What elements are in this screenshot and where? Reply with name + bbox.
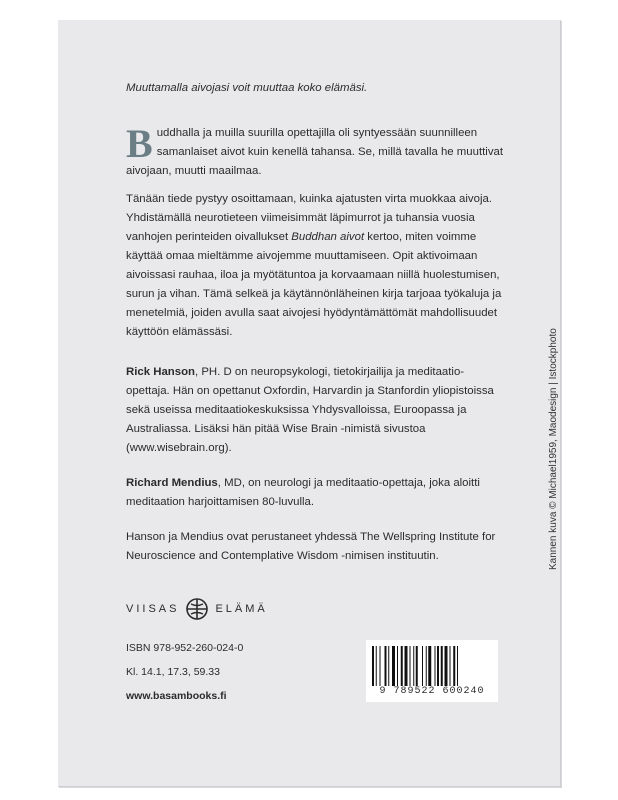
drop-cap: B (126, 121, 153, 166)
barcode-bar (380, 646, 381, 686)
author2-name: Richard Mendius (126, 477, 218, 489)
barcode-bar (435, 646, 436, 686)
barcode-bars (372, 646, 492, 686)
barcode-bar (445, 646, 448, 686)
barcode-bar (437, 646, 439, 686)
barcode-bar (376, 646, 377, 686)
barcode (366, 640, 498, 702)
description-paragraph (126, 190, 504, 342)
barcode-number: 9 789522 600240 (379, 686, 485, 697)
barcode-bar (392, 646, 395, 686)
book-title: Buddhan aivot (291, 231, 365, 243)
barcode-bar (422, 646, 423, 686)
barcode-bar (453, 646, 455, 686)
barcode-bar (401, 646, 403, 686)
barcode-bar (428, 646, 431, 686)
publisher-name-right: ELÄMÄ (215, 603, 268, 615)
publisher-website: www.basambooks.fi (126, 690, 227, 702)
barcode-bar (405, 646, 408, 686)
cover-credit: Kannen kuva © Michael1959, Maodesign | Istockphoto (548, 328, 559, 570)
barcode-bar (450, 646, 451, 686)
isbn: ISBN 978-952-260-024-0 (126, 642, 244, 654)
barcode-bar (385, 646, 387, 686)
publisher-name-left: VIISAS (126, 603, 180, 615)
description-text-end: kertoo, miten voimme käyttää omaa mieltämme aivojemme muuttamiseen. Opit aktivoimaan aivoissasi rauhaa, iloa ja myötätuntoa ja korvaamaan niillä huolestumisen, surun ja vihan. Tämä selkeä ja käytännönläheinen kirja tarjoaa työkaluja ja menetelmiä, joiden avulla saat aivojesi hyödyntämättömät mahdollisuudet käyttöön elämässäsi. (126, 231, 502, 338)
barcode-bar (397, 646, 398, 686)
classification: Kl. 14.1, 17.3, 59.33 (126, 666, 220, 678)
barcode-bar (413, 646, 414, 686)
tagline: Muuttamalla aivojasi voit muuttaa koko elämäsi. (126, 82, 368, 94)
author1-bio-text: , PH. D on neuropsykologi, tietokirjailija ja meditaatio-opettaja. Hän on opettanut Oxfordin, Harvardin ja Stanfordin yliopistoissa sekä useissa meditaatiokeskuksissa Yhdysvalloissa, Euroopassa ja Australiassa. Lisäksi hän pitää Wise Brain -nimistä sivustoa (www.wisebrain.org). (126, 366, 494, 454)
publisher-logo (126, 598, 268, 620)
barcode-bar (388, 646, 389, 686)
barcode-bar (372, 646, 374, 686)
author2-bio (126, 474, 504, 512)
lotus-emblem-icon (186, 598, 208, 620)
intro-paragraph (126, 121, 504, 181)
description-text-start: Tänään tiede pystyy osoittamaan, kuinka ajatusten virta muokkaa aivoja. Yhdistämällä neurotieteen viimeisimmät läpimurrot ja tuhansia vuosia vanhojen perinteiden oivallukset (126, 193, 492, 243)
barcode-bar (416, 646, 418, 686)
intro-text: uddhalla ja muilla suurilla opettajilla oli syntyessään suunnilleen samanlaiset aivot kuin kenellä tahansa. Se, millä tavalla he muuttivat aivojaan, muutti maailmaa. (126, 127, 504, 177)
barcode-bar (457, 646, 458, 686)
barcode-bar (441, 646, 443, 686)
author1-bio (126, 363, 504, 458)
institute-paragraph: Hanson ja Mendius ovat perustaneet yhdessä The Wellspring Institute for Neuroscience and Contemplative Wisdom -nimisen instituutin. (126, 531, 496, 562)
author1-name: Rick Hanson (126, 366, 195, 378)
barcode-bar (426, 646, 427, 686)
barcode-bar (410, 646, 411, 686)
author2-bio-text: , MD, on neurologi ja meditaatio-opettaja, joka aloitti meditaation harjoittamisen 80-luvulla. (126, 477, 480, 508)
